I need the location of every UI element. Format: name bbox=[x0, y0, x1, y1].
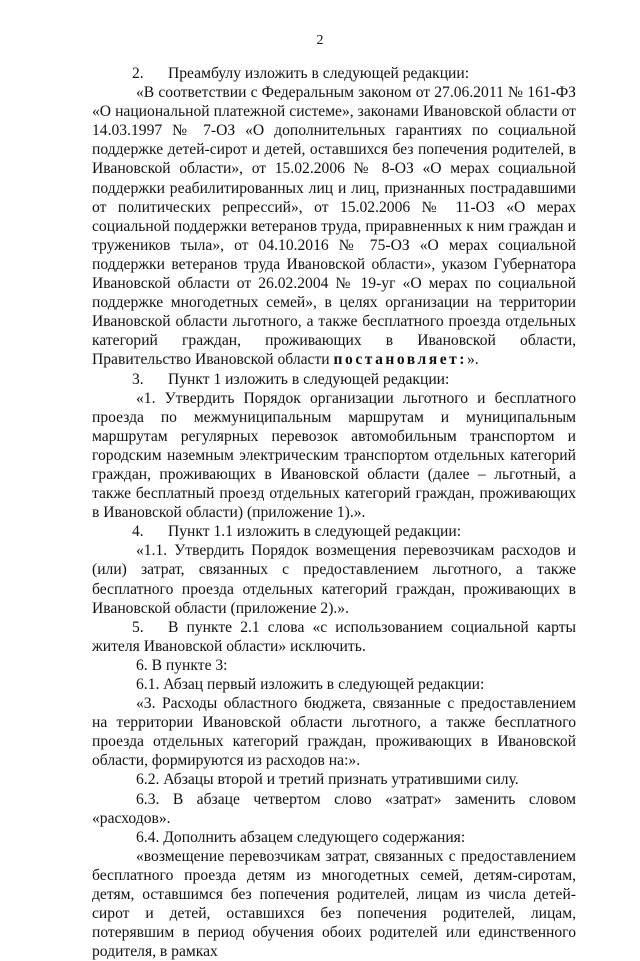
paragraph-tail: ». bbox=[466, 351, 479, 369]
paragraph-text: В пункте 2.1 слова «с использованием социальной карты жителя Ивановской области» исключить. bbox=[92, 618, 576, 655]
paragraph-item-6-3 bbox=[92, 790, 576, 828]
paragraph-quote-addition bbox=[92, 847, 576, 961]
item-number: 2. bbox=[132, 65, 144, 82]
item-number: 4. bbox=[132, 523, 144, 541]
paragraph-text: 6. В пункте 3: bbox=[136, 656, 228, 674]
paragraph-text: «1.1. Утвердить Порядок возмещения перевозчикам расходов и (или) затрат, связанных с предоставлением льготного, а также бесплатного проезда отдельных категорий граждан, проживающих в Ивановской области (приложение 2).». bbox=[92, 542, 576, 617]
paragraph-item-5 bbox=[92, 618, 576, 656]
paragraph-quote-1-1 bbox=[92, 541, 576, 617]
paragraph-text: «1. Утвердить Порядок организации льготного и бесплатного проезда по межмуниципальным маршрутам и муниципальным маршрутам регулярных перевозок автомобильным транспортом и городским наземным электрическим транспортом отдельных категорий граждан, проживающих в Ивановской области (далее – льготный, а также бесплатный проезд отдельных категорий граждан, проживающих в Ивановской области) (приложение 1).». bbox=[92, 389, 576, 522]
paragraph-item-6-2 bbox=[92, 770, 576, 789]
paragraph-item-3 bbox=[92, 370, 576, 389]
paragraph-text: 6.1. Абзац первый изложить в следующей редакции: bbox=[136, 676, 485, 693]
paragraph-text: 6.2. Абзацы второй и третий признать утратившими силу. bbox=[136, 771, 519, 789]
paragraph-item-2 bbox=[92, 64, 576, 83]
paragraph-item-6-1 bbox=[92, 675, 576, 694]
paragraph-text: Преамбулу изложить в следующей редакции: bbox=[168, 65, 470, 82]
paragraph-text: «возмещение перевозчикам затрат, связанных с предоставлением бесплатного проезда детям из многодетных семей, детям-сиротам, детям, оставшимся без попечения родителей, лицам из числа детей-сирот и детей, оставшихся без попечения родителей, лицам, потерявшим в период обучения обоих родителей или единственного родителя, в рамках bbox=[92, 847, 576, 961]
paragraph-text: Пункт 1 изложить в следующей редакции: bbox=[168, 370, 450, 388]
resolves-word: постановляет: bbox=[333, 351, 467, 369]
paragraph-text: «В соответствии с Федеральным законом от 27.06.2011 № 161-ФЗ «О национальной платежной системе», законами Ивановской области от 14.03.1997 № 7-ОЗ «О дополнительных гарантиях по социальной поддержке детей-сирот и детей, оставшихся без попечения родителей, в Ивановской области», от 15.02.2006 № 8-ОЗ «О мерах социальной поддержки реабилитированных лиц и лиц, признанных пострадавшими от политических репрессий», от 15.02.2006 № 11-ОЗ «О мерах социальной поддержки ветеранов труда, приравненных к ним граждан и тружеников тыла», от 04.10.2016 № 75-ОЗ «О мерах социальной поддержки ветеранов труда Ивановской области», указом Губернатора Ивановской области от 26.02.2004 № 19-уг «О мерах по социальной поддержке многодетных семей», в целях организации на территории Ивановской области льготного, а также бесплатного проезда отдельных категорий граждан, проживающих в Ивановской области, Правительство Ивановской области bbox=[92, 84, 576, 369]
paragraph-quote-3 bbox=[92, 694, 576, 770]
paragraph-text: Пункт 1.1 изложить в следующей редакции: bbox=[168, 523, 462, 541]
paragraph-preamble bbox=[92, 83, 576, 369]
paragraph-item-6 bbox=[92, 656, 576, 675]
item-number: 5. bbox=[132, 618, 144, 636]
paragraph-quote-1 bbox=[92, 389, 576, 523]
item-number: 3. bbox=[132, 370, 144, 388]
document-body bbox=[92, 64, 576, 961]
paragraph-item-6-4 bbox=[92, 828, 576, 847]
paragraph-text: «3. Расходы областного бюджета, связанные с предоставлением на территории Ивановской области льготного, а также бесплатного проезда отдельных категорий граждан, проживающих в Ивановской области, формируются из расходов на:». bbox=[92, 695, 576, 770]
page-number: 2 bbox=[316, 33, 324, 48]
paragraph-item-4 bbox=[92, 522, 576, 541]
paragraph-text: 6.4. Дополнить абзацем следующего содержания: bbox=[136, 828, 466, 846]
paragraph-text: 6.3. В абзаце четвертом слово «затрат» заменить словом «расходов». bbox=[92, 790, 576, 827]
